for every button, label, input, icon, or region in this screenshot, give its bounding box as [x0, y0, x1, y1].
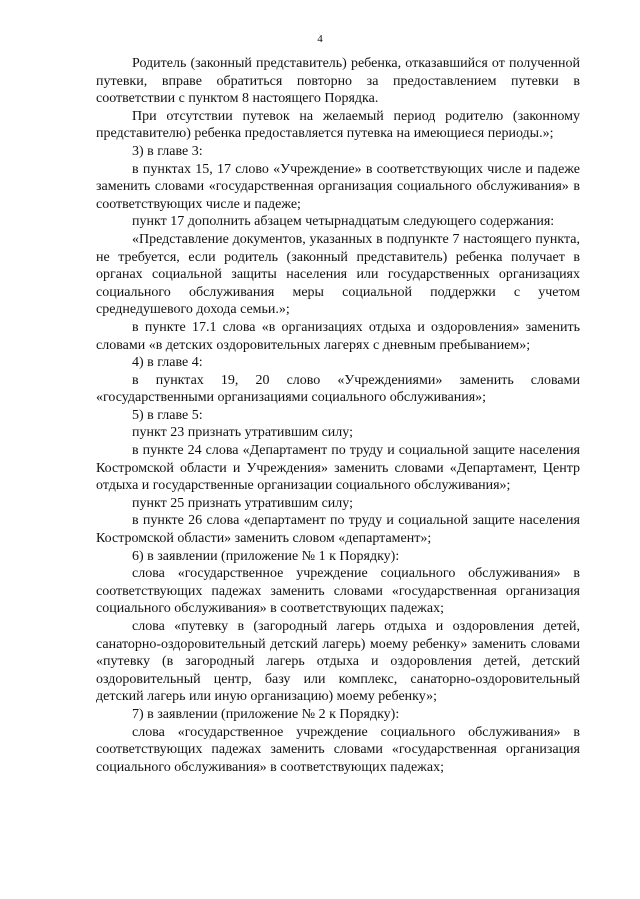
paragraph: 5) в главе 5: [132, 407, 203, 423]
paragraph: 3) в главе 3: [132, 143, 203, 159]
paragraph: 6) в заявлении (приложение № 1 к Порядку): [132, 548, 400, 564]
paragraph: в пункте 17.1 слова «в организациях отдыха и оздоровления» заменить словами «в детских оздоровительных лагерях с дневным пребыванием»; [96, 319, 580, 353]
paragraph: 4) в главе 4: [132, 355, 203, 371]
paragraph: слова «путевку в (загородный лагерь отдыха и оздоровления детей, санаторно-оздоровительный детский лагерь) моему ребенку» заменить словами «путевку (в загородный лагерь отдыха и оздоровления детей, детский оздоровительный центр, базу или комплекс, санаторно-оздоровительный детский лагерь или иную организацию) моему ребенку»; [96, 619, 580, 705]
paragraph: в пунктах 15, 17 слово «Учреждение» в соответствующих числе и падеже заменить словами «государственная организация социального обслуживания» в соответствующих числе и падеже; [96, 161, 580, 212]
paragraph: пункт 23 признать утратившим силу; [132, 425, 353, 441]
paragraph: «Представление документов, указанных в подпункте 7 настоящего пункта, не требуется, если родитель (законный представитель) ребенка получает в органах социальной защиты населения или государственных организациях социального обслуживания меры социальной поддержки с учетом среднедушевого дохода семьи.»; [96, 231, 580, 318]
paragraph: Родитель (законный представитель) ребенка, отказавшийся от полученной путевки, вправе обратиться повторно за предоставлением путевки в соответствии с пунктом 8 настоящего Порядка. [96, 56, 580, 107]
paragraph: в пунктах 19, 20 слово «Учреждениями» заменить словами «государственными организациями социального обслуживания»; [96, 372, 580, 406]
paragraph: слова «государственное учреждение социального обслуживания» в соответствующих падежах заменить словами «государственная организация социального обслуживания» в соответствующих падежах; [96, 724, 580, 775]
paragraph: 7) в заявлении (приложение № 2 к Порядку): [132, 706, 400, 722]
paragraph: в пункте 26 слова «департамент по труду и социальной защите населения Костромской области» заменить словом «департамент»; [96, 513, 580, 547]
paragraph: слова «государственное учреждение социального обслуживания» в соответствующих падежах заменить словами «государственная организация социального обслуживания» в соответствующих падежах; [96, 566, 580, 617]
page-number: 4 [317, 33, 323, 45]
paragraph: При отсутствии путевок на желаемый период родителю (законному представителю) ребенка предоставляется путевка на имеющиеся периоды.»; [96, 108, 580, 142]
document-body [96, 55, 580, 776]
paragraph: пункт 25 признать утратившим силу; [132, 495, 353, 511]
paragraph: пункт 17 дополнить абзацем четырнадцатым следующего содержания: [132, 214, 555, 230]
paragraph: в пункте 24 слова «Департамент по труду и социальной защите населения Костромской области и Учреждения» заменить словами «Департамент, Центр отдыха и государственные организации социального обслуживания»; [96, 443, 580, 494]
